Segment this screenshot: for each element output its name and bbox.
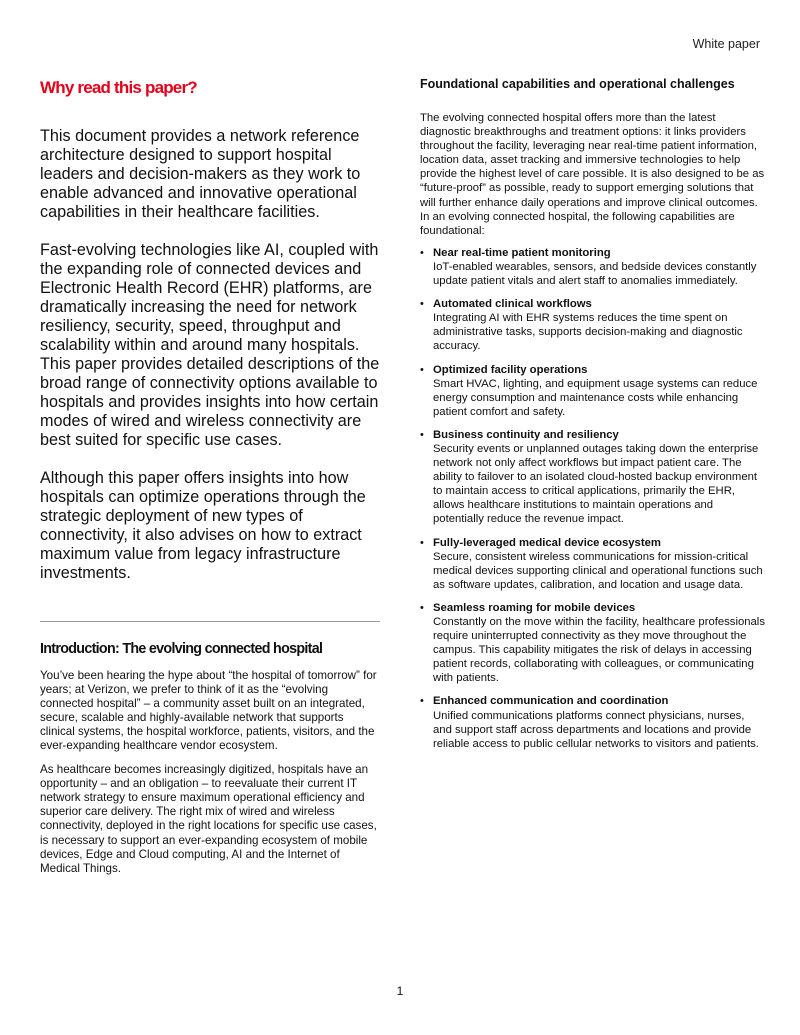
summary-paragraph-1: This document provides a network reference architecture designed to support hospital leaders and decision-makers as they work to enable advanced and innovative operational capabilities in their healthcare facilities. — [40, 127, 361, 222]
bullet-icon: • — [420, 601, 424, 614]
list-item — [420, 536, 765, 592]
capability-description: Security events or unplanned outages taking down the enterprise network not only affect workflows but impact patient care. The ability to failover to an isolated cloud-hosted backup environment to maintain access to critical applications, primarily the EHR, allows healthcare institutions to maintain operations and potentially reduce the revenue impact. — [433, 442, 759, 526]
capability-description: Unified communications platforms connect physicians, nurses, and support staff across departments and locations and provide reliable access to public cellular networks to visitors and patients. — [433, 709, 759, 750]
capabilities-heading: Foundational capabilities and operational challenges — [420, 77, 735, 91]
summary-paragraph-2: Fast-evolving technologies like AI, coupled with the expanding role of connected devices and Electronic Health Record (EHR) platforms, are dramatically increasing the need for network resiliency, security, speed, throughput and scalability within and around many hospitals. This paper provides detailed descriptions of the broad range of connectivity options available to hospitals and provides insights into how certain modes of wired and wireless connectivity are best suited for specific use cases. — [40, 241, 380, 450]
capability-description: Secure, consistent wireless communications for mission-critical medical devices supporting clinical and operational functions such as software updates, calibration, and location and usage data. — [433, 550, 763, 591]
why-read-heading: Why read this paper? — [40, 78, 197, 97]
list-item — [420, 601, 765, 686]
document-type-label: White paper — [692, 37, 760, 51]
bullet-icon: • — [420, 298, 424, 311]
introduction-paragraph-2: As healthcare becomes increasingly digitized, hospitals have an opportunity – and an obligation – to reevaluate their current IT network strategy to ensure maximum operational efficiency and superior care delivery. The right mix of wired and wireless connectivity, deployed in the right locations for specific use cases, is necessary to support an ever-expanding ecosystem of mobile devices, Edge and Cloud computing, AI and the Internet of Medical Things. — [40, 763, 377, 875]
introduction-paragraph-1: You’ve been hearing the hype about “the hospital of tomorrow” for years; at Verizon, we prefer to think of it as the “evolving connected hospital” – a community asset built on an integrated, secure, scalable and highly-available network that supports clinical systems, the hospital workforce, patients, visitors, and the ever-expanding healthcare vendor ecosystem. — [40, 668, 377, 753]
capability-title: Seamless roaming for mobile devices — [433, 601, 636, 614]
list-item — [420, 694, 765, 750]
capabilities-list — [420, 246, 765, 751]
bullet-icon: • — [420, 695, 424, 708]
capability-description: Smart HVAC, lighting, and equipment usage systems can reduce energy consumption and maintenance costs while enhancing patient comfort and safety. — [433, 377, 758, 418]
capability-title: Automated clinical workflows — [433, 298, 592, 311]
capability-title: Fully-leveraged medical device ecosystem — [433, 536, 661, 549]
introduction-heading: Introduction: The evolving connected hospital — [40, 641, 323, 658]
list-item — [420, 246, 765, 288]
bullet-icon: • — [420, 363, 424, 376]
summary-paragraph-3: Although this paper offers insights into how hospitals can optimize operations through the strategic deployment of new types of connectivity, it also advises on how to extract maximum value from legacy infrastructure investments. — [40, 469, 366, 583]
list-item — [420, 297, 765, 353]
bullet-icon: • — [420, 246, 424, 259]
page-number: 1 — [396, 984, 404, 998]
bullet-icon: • — [420, 536, 424, 549]
capability-description: Integrating AI with EHR systems reduces the time spent on administrative tasks, supports decision-making and diagnostic accuracy. — [433, 312, 743, 353]
list-item — [420, 428, 765, 527]
section-divider — [40, 621, 380, 622]
capabilities-intro: The evolving connected hospital offers more than the latest diagnostic breakthroughs and treatment options: it links providers throughout the facility, leveraging near real-time patient information, location data, asset tracking and immersive technologies to help provide the highest level of care possible. It is also designed to be as “future-proof” as possible, ready to support emerging solutions that will further enhance daily operations and improve clinical outcomes. In an evolving connected hospital, the following capabilities are foundational: — [420, 112, 765, 237]
capability-title: Business continuity and resiliency — [433, 428, 619, 441]
capability-description: Constantly on the move within the facility, healthcare professionals require uninterrupted connectivity as they move throughout the campus. This capability mitigates the risk of delays in accessing patient records, collaborating with colleagues, or communicating with patients. — [433, 616, 765, 685]
bullet-icon: • — [420, 428, 424, 441]
capability-title: Optimized facility operations — [433, 363, 588, 376]
list-item — [420, 363, 765, 419]
right-column — [420, 76, 765, 760]
capability-title: Near real-time patient monitoring — [433, 246, 611, 259]
capability-title: Enhanced communication and coordination — [433, 695, 669, 708]
left-column — [40, 76, 380, 876]
capability-description: IoT-enabled wearables, sensors, and bedside devices constantly update patient vitals and alert staff to anomalies immediately. — [433, 260, 757, 288]
